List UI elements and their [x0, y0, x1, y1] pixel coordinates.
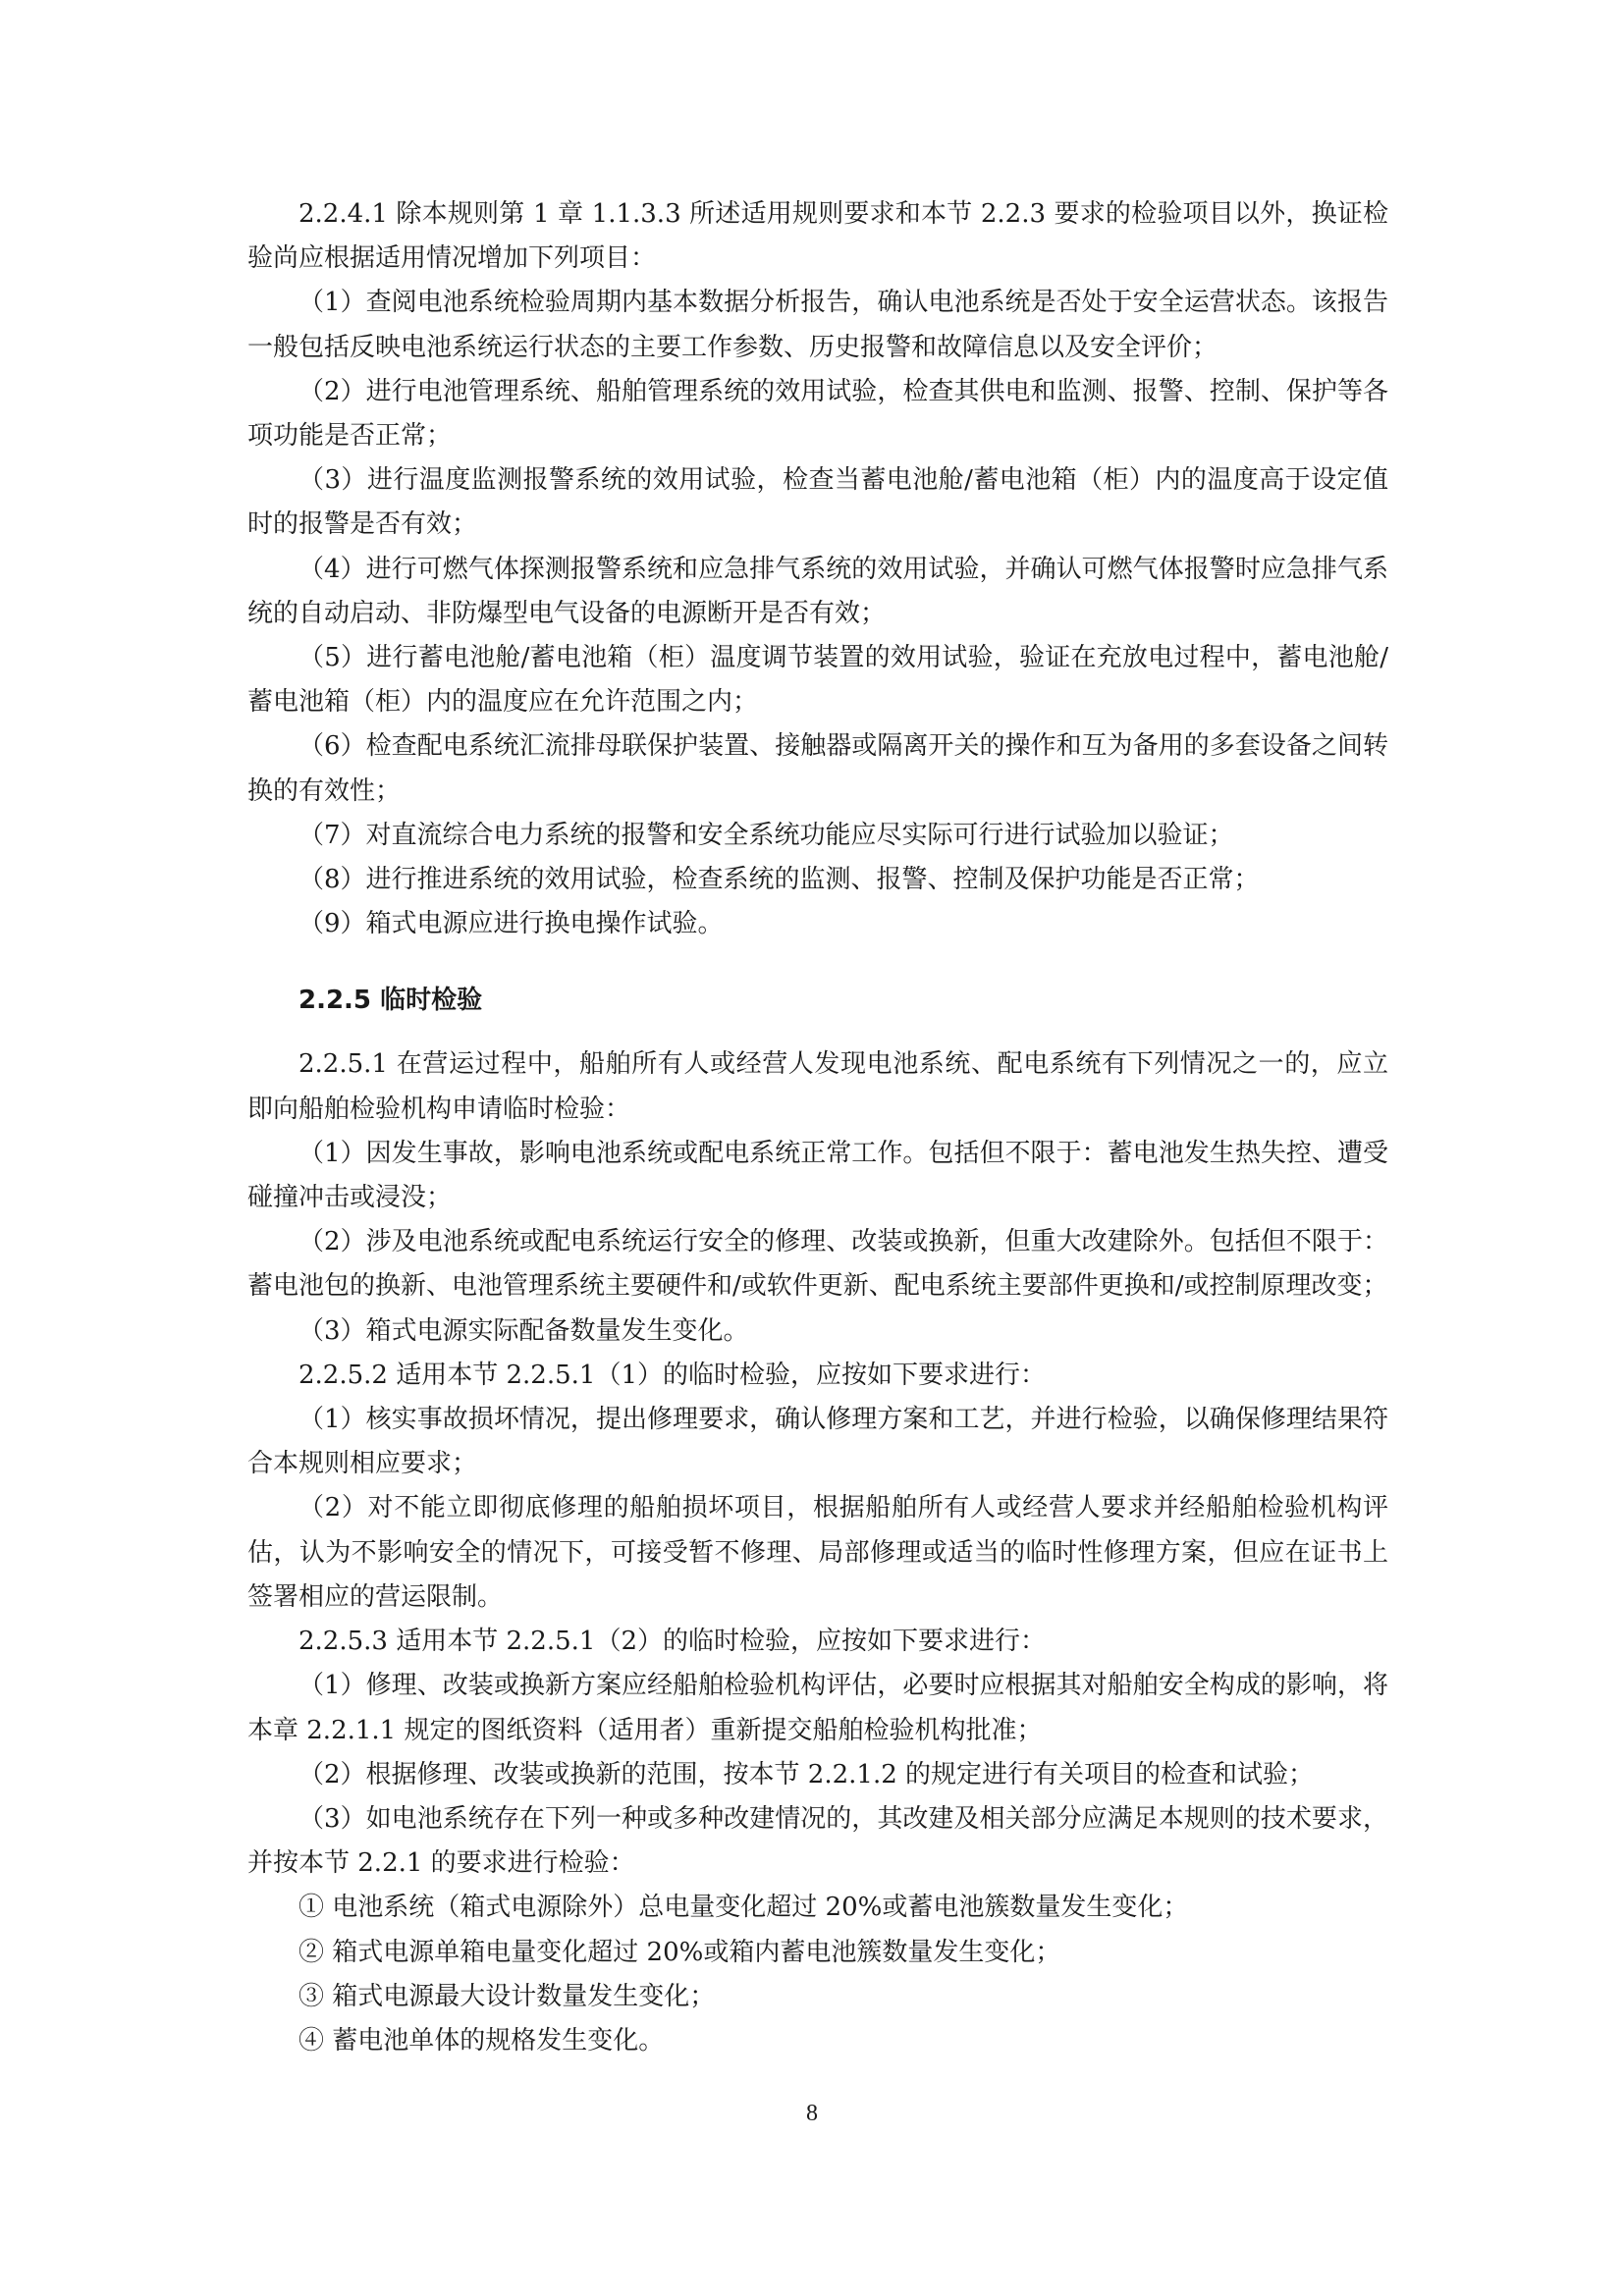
paragraph-2-2-4-1: 2.2.4.1 除本规则第 1 章 1.1.3.3 所述适用规则要求和本节 2.2.3 要求的检验项目以外，换证检验尚应根据适用情况增加下列项目： — [247, 199, 1388, 274]
list-item-2: （2）根据修理、改装或换新的范围，按本节 2.2.1.2 的规定进行有关项目的检查和试验； — [298, 1759, 1315, 1789]
list-item-3: （3）如电池系统存在下列一种或多种改建情况的，其改建及相关部分应满足本规则的技术要求，并按本节 2.2.1 的要求进行检验： — [247, 1803, 1388, 1879]
list-item-1: （1）因发生事故，影响电池系统或配电系统正常工作。包括但不限于：蓄电池发生热失控、遭受碰撞冲击或浸没； — [247, 1138, 1388, 1213]
circled-item-2: ② 箱式电源单箱电量变化超过 20%或箱内蓄电池簇数量发生变化； — [298, 1937, 1061, 1967]
body-text — [247, 192, 1388, 2063]
list-item-2: （2）对不能立即彻底修理的船舶损坏项目，根据船舶所有人或经营人要求并经船舶检验机构评估，认为不影响安全的情况下，可接受暂不修理、局部修理或适当的临时性修理方案，但应在证书上签署相应的营运限制。 — [247, 1493, 1388, 1612]
list-item-1: （1）查阅电池系统检验周期内基本数据分析报告，确认电池系统是否处于安全运营状态。该报告一般包括反映电池系统运行状态的主要工作参数、历史报警和故障信息以及安全评价； — [247, 288, 1388, 362]
circled-item-3: ③ 箱式电源最大设计数量发生变化； — [298, 1981, 716, 2011]
list-item-5: （5）进行蓄电池舱/蓄电池箱（柜）温度调节装置的效用试验，验证在充放电过程中，蓄电池舱/蓄电池箱（柜）内的温度应在允许范围之内； — [247, 643, 1388, 718]
list-item-2: （2）进行电池管理系统、船舶管理系统的效用试验，检查其供电和监测、报警、控制、保护等各项功能是否正常； — [247, 376, 1388, 452]
list-item-9: （9）箱式电源应进行换电操作试验。 — [298, 909, 724, 939]
list-item-3: （3）进行温度监测报警系统的效用试验，检查当蓄电池舱/蓄电池箱（柜）内的温度高于设定值时的报警是否有效； — [247, 465, 1388, 540]
list-item-8: （8）进行推进系统的效用试验，检查系统的监测、报警、控制及保护功能是否正常； — [298, 865, 1260, 895]
paragraph-2-2-5-2: 2.2.5.2 适用本节 2.2.5.1（1）的临时检验，应按如下要求进行： — [298, 1360, 1046, 1390]
circled-item-1: ① 电池系统（箱式电源除外）总电量变化超过 20%或蓄电池簇数量发生变化； — [298, 1893, 1189, 1923]
list-item-1: （1）修理、改装或换新方案应经船舶检验机构评估，必要时应根据其对船舶安全构成的影响，将本章 2.2.1.1 规定的图纸资料（适用者）重新提交船舶检验机构批准； — [247, 1671, 1388, 1745]
section-heading-2-2-5: 2.2.5 临时检验 — [298, 986, 483, 1016]
list-item-4: （4）进行可燃气体探测报警系统和应急排气系统的效用试验，并确认可燃气体报警时应急排气系统的自动启动、非防爆型电气设备的电源断开是否有效； — [247, 554, 1388, 628]
list-item-7: （7）对直流综合电力系统的报警和安全系统功能应尽实际可行进行试验加以验证； — [298, 820, 1234, 850]
list-item-3: （3）箱式电源实际配备数量发生变化。 — [298, 1315, 749, 1346]
list-item-2: （2）涉及电池系统或配电系统运行安全的修理、改装或换新，但重大改建除外。包括但不限于：蓄电池包的换新、电池管理系统主要硬件和/或软件更新、配电系统主要部件更换和/或控制原理改变； — [247, 1227, 1388, 1302]
paragraph-2-2-5-1: 2.2.5.1 在营运过程中，船舶所有人或经营人发现电池系统、配电系统有下列情况之一的，应立即向船舶检验机构申请临时检验： — [247, 1049, 1388, 1124]
paragraph-2-2-5-3: 2.2.5.3 适用本节 2.2.5.1（2）的临时检验，应按如下要求进行： — [298, 1627, 1046, 1657]
page-number: 8 — [806, 2101, 818, 2126]
list-item-1: （1）核实事故损坏情况，提出修理要求，确认修理方案和工艺，并进行检验，以确保修理结果符合本规则相应要求； — [247, 1405, 1388, 1479]
list-item-6: （6）检查配电系统汇流排母联保护装置、接触器或隔离开关的操作和互为备用的多套设备之间转换的有效性； — [247, 731, 1388, 806]
circled-item-4: ④ 蓄电池单体的规格发生变化。 — [298, 2025, 665, 2056]
